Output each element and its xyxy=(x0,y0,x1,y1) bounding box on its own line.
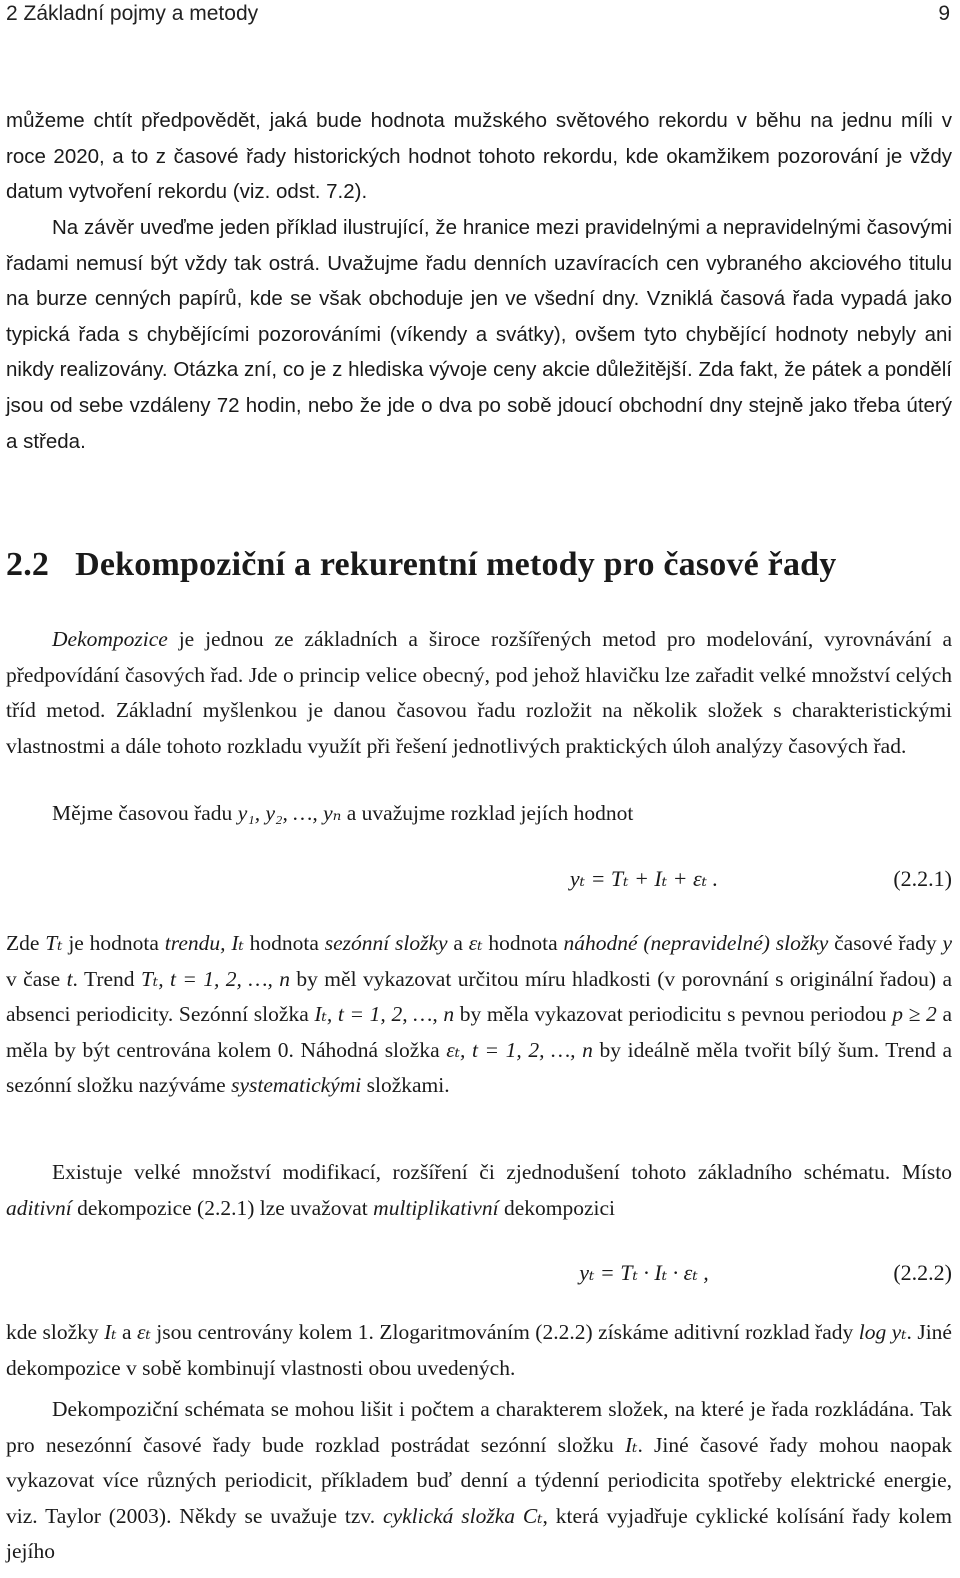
p5-d: a xyxy=(447,931,469,955)
p7-I: Iₜ xyxy=(104,1320,117,1344)
p6-c: dekompozici xyxy=(498,1195,616,1220)
paragraph-4 xyxy=(6,796,952,832)
p4-text-b: a uvažujme rozklad jejích hodnot xyxy=(341,801,634,825)
p5-i: by měl vykazovat určitou míru hladkosti (v porovnání s originální řadou) a absenci periodicity. Sezónní složka xyxy=(6,966,952,1027)
paragraph-1: můžeme chtít předpovědět, jaká bude hodnota mužského světového rekordu v běhu na jednu míli v roce 2020, a to z časové řady historických hodnot tohoto rekordu, kde okamžikem pozorování je vždy datum vytvoření rekordu (viz. odst. 7.2). xyxy=(6,109,952,204)
p5-I: Iₜ xyxy=(225,931,250,955)
p5-T: Tₜ xyxy=(45,931,63,955)
paragraph-7 xyxy=(6,1315,952,1386)
p6-mult: multiplikativní xyxy=(373,1195,499,1220)
p5-g: v čase xyxy=(6,966,67,991)
p5-f: časové řady xyxy=(828,931,943,955)
paragraph-3 xyxy=(6,622,952,764)
p5-k: a měla by být centrována kolem 0. Náhodná složka xyxy=(6,1002,953,1062)
p8-C: Cₜ xyxy=(515,1503,543,1528)
p7-a: kde složky xyxy=(6,1320,105,1344)
p5-c: hodnota xyxy=(249,931,325,955)
p4-text-a: Mějme časovou řadu xyxy=(52,801,238,825)
equation-2-2-2 xyxy=(6,1260,952,1300)
p5-sez-sym: Iₜ, t = 1, 2, …, n xyxy=(314,1002,455,1027)
p5-m: složkami. xyxy=(361,1073,450,1098)
term-dekompozice: Dekompozice xyxy=(52,627,168,651)
p5-eps: εₜ xyxy=(468,931,483,955)
paragraph-3-text: je jednou ze základních a široce rozšířených metod pro modelování, vyrovnávání a předpovídání časových řad. Jde o princip velice obecný, pod jehož hlavičku lze zařadit velké množství celých tříd metod. Základní myšlenkou je danou časovou řadu rozložit na několik složek s charakteristickými vlastnostmi a dále tohoto rozkladu využít při řešení jednotlivých praktických úloh analýzy časových řad. xyxy=(6,627,952,758)
p6-b: dekompozice (2.2.1) lze uvažovat xyxy=(71,1195,374,1220)
p5-a: Zde xyxy=(6,931,46,955)
p8-b: . Jiné časové řady mohou naopak vykazovat více různých periodicit, příkladem buď denní a týdenní periodicita spotřeby elektrické energie, viz. Taylor (2003). Někdy se uvažuje tzv. xyxy=(6,1432,952,1528)
p5-e: hodnota xyxy=(482,931,564,955)
p5-trend: trendu, xyxy=(164,931,226,955)
section-heading xyxy=(6,546,836,584)
p8-cykl: cyklická složka xyxy=(383,1503,516,1528)
page-header xyxy=(6,0,954,30)
p5-t: t xyxy=(66,966,73,991)
p7-eps: εₜ xyxy=(137,1320,151,1344)
p7-log: log yₜ xyxy=(858,1320,907,1344)
page-number: 9 xyxy=(938,2,950,25)
p5-eps-sym: εₜ, t = 1, 2, …, n xyxy=(446,1037,593,1062)
equation-formula-2: yₜ = Tₜ · Iₜ · εₜ , xyxy=(579,1260,709,1285)
p5-h: . Trend xyxy=(72,966,141,991)
p5-p: p ≥ 2 xyxy=(892,1002,937,1027)
p7-b: a xyxy=(116,1320,138,1344)
paragraph-6 xyxy=(6,1155,952,1226)
p7-c: jsou centrovány kolem 1. Zlogaritmováním (2.2.2) získáme aditivní rozklad řady xyxy=(150,1320,859,1344)
p8-c: , která vyjadřuje cyklické kolísání řady kolem jejího xyxy=(6,1503,952,1564)
equation-formula: yₜ = Tₜ + Iₜ + εₜ . xyxy=(569,866,719,891)
p5-l: by ideálně měla tvořit bílý šum. Trend a sezónní složku nazýváme xyxy=(6,1037,952,1098)
p5-nah: náhodné (nepravidelné) složky xyxy=(563,931,829,955)
p5-trend-sym: Tₜ, t = 1, 2, …, n xyxy=(140,966,290,991)
paragraph-8 xyxy=(6,1392,952,1570)
p5-b: je hodnota xyxy=(62,931,165,955)
equation-2-2-1 xyxy=(6,866,952,906)
p5-y: y xyxy=(942,931,952,955)
paragraph-5 xyxy=(6,926,952,1104)
p8-I: Iₜ xyxy=(625,1432,638,1457)
paragraph-2: Na závěr uveďme jeden příklad ilustrující, že hranice mezi pravidelnými a nepravidelnými časovými řadami nemusí být vždy tak ostrá. Uvažujme řadu denních uzavíracích cen vybraného akciového titulu na burze cenných papírů, kde se však obchoduje jen ve všední dny. Vzniklá časová řada vypadá jako typická řada s chybějícími pozorováními (víkendy a svátky), ovšem tyto chybějící hodnoty nebyly ani nikdy realizovány. Otázka zní, co je z hlediska vývoje ceny akcie důležitější. Zda fakt, že pátek a pondělí jsou od sebe vzdáleny 72 hodin, nebo že jde o dva po sobě jdoucí obchodní dny stejně jako třeba úterý a středa. xyxy=(6,216,952,453)
p6-a: Existuje velké množství modifikací, rozšíření či zjednodušení tohoto základního schématu. Místo xyxy=(52,1160,952,1184)
p7-d: . Jiné dekompozice v sobě kombinují vlastnosti obou uvedených. xyxy=(6,1320,952,1380)
section-title: Dekompoziční a rekurentní metody pro časové řady xyxy=(75,546,837,583)
equation-label: (2.2.1) xyxy=(893,866,952,891)
chapter-title: 2 Základní pojmy a metody xyxy=(6,2,259,25)
p5-j: by měla vykazovat periodicitu s pevnou periodou xyxy=(454,1002,893,1027)
p5-sez: sezónní složky xyxy=(324,931,448,955)
p8-a: Dekompoziční schémata se mohou lišit i počtem a charakterem složek, na které je řada rozkládána. Tak pro nesezónní časové řady bude rozklad postrádat sezónní složku xyxy=(6,1397,952,1457)
p4-sequence: y₁, y₂, …, yₙ xyxy=(237,801,342,825)
section-number: 2.2 xyxy=(6,546,50,583)
p6-adit: aditivní xyxy=(6,1195,72,1220)
equation-label-2: (2.2.2) xyxy=(893,1260,952,1285)
p5-syst: systematickými xyxy=(231,1073,362,1098)
